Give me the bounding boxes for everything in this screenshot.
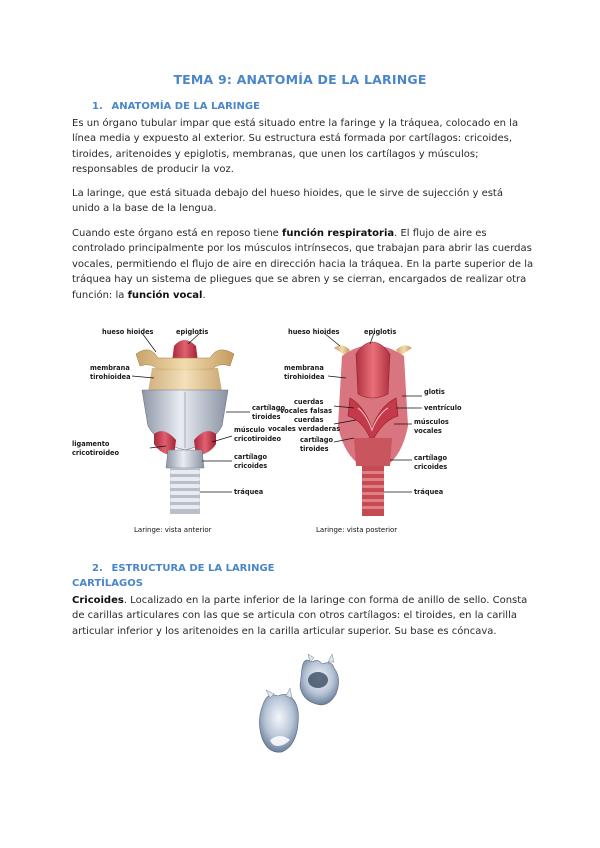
label-ligamento-anterior: ligamento xyxy=(72,440,110,448)
page-title: TEMA 9: ANATOMÍA DE LA LARINGE xyxy=(173,72,427,87)
label-musculo-anterior: músculo xyxy=(234,426,265,434)
p3-text-c: . xyxy=(202,289,206,301)
posterior-cricoid-shape xyxy=(354,438,392,466)
anterior-view xyxy=(72,328,285,534)
section-2-paragraph-1 xyxy=(72,593,534,639)
label-glotis: glotis xyxy=(424,388,445,396)
section-2-number: 2. xyxy=(92,563,103,574)
label-cricoides-anterior: cricoides xyxy=(234,462,268,470)
label-vocales-falsas: vocales falsas xyxy=(280,407,333,415)
label-cuerdas-verdaderas: cuerdas xyxy=(294,416,324,424)
label-tirohioidea-posterior: tirohioidea xyxy=(284,373,325,381)
cricoides-bold: Cricoides xyxy=(72,595,124,606)
p3-bold-respiratoria: función respiratoria xyxy=(282,228,395,239)
section-1-heading xyxy=(92,101,260,112)
label-cartilago-cricoides-anterior: cartílago xyxy=(234,453,267,461)
label-membrana-posterior: membrana xyxy=(284,364,324,372)
label-tiroides-anterior: tiroides xyxy=(252,413,281,421)
p3-text-a: Cuando este órgano está en reposo tiene xyxy=(72,228,283,239)
larynx-figure xyxy=(72,316,474,548)
caption-anterior: Laringe: vista anterior xyxy=(134,526,212,534)
label-hueso-hioides-posterior: hueso hioides xyxy=(288,328,340,336)
cricoid-figure xyxy=(250,650,350,758)
label-musculos-vocales: músculos xyxy=(414,418,449,426)
label-epiglotis-posterior: epiglotis xyxy=(364,328,397,336)
label-cartilago-tiroides-anterior: cartílago xyxy=(252,404,285,412)
label-cartilago-cricoides-posterior: cartílago xyxy=(414,454,447,462)
section-1-paragraph-2: La laringe, que está situada debajo del hueso hioides, que le sirve de sujección y está unido a la base de la lengua. xyxy=(72,188,503,215)
larynx-illustration xyxy=(72,316,474,548)
label-traquea-anterior: tráquea xyxy=(234,488,264,496)
caption-posterior: Laringe: vista posterior xyxy=(316,526,398,534)
section-2-heading xyxy=(92,563,275,574)
label-tiroides-posterior: tiroides xyxy=(300,445,329,453)
label-cricoides-posterior: cricoides xyxy=(414,463,448,471)
section-2-title: ESTRUCTURA DE LA LARINGE xyxy=(111,563,275,574)
section-1-number: 1. xyxy=(92,101,103,112)
label-vocales-musc: vocales xyxy=(414,427,442,435)
anterior-membrane-shape xyxy=(148,368,222,392)
section-1-title: ANATOMÍA DE LA LARINGE xyxy=(111,101,260,112)
label-tirohioidea-anterior: tirohioidea xyxy=(90,373,131,381)
label-ventriculo: ventrículo xyxy=(424,404,462,412)
label-hueso-hioides-anterior: hueso hioides xyxy=(102,328,154,336)
label-cuerdas-falsas: cuerdas xyxy=(294,398,324,406)
section-1-paragraph-1: Es un órgano tubular impar que está situado entre la faringe y la tráquea, colocado en la línea media y expuesto al exterior. Su estructura está formada por cartílagos: cricoides, tiroides, aritenoides y epiglotis, membranas, que unen los cartílagos y músculos; responsables de producir la voz. xyxy=(72,118,519,176)
label-membrana-anterior: membrana xyxy=(90,364,130,372)
cricoid-illustration xyxy=(250,650,350,758)
cricoid-ring-bottom xyxy=(259,688,298,752)
cricoid-ring-top xyxy=(300,654,339,705)
label-traquea-posterior: tráquea xyxy=(414,488,444,496)
p3-bold-vocal: función vocal xyxy=(127,289,203,301)
label-cartilago-tiroides-posterior: cartílago xyxy=(300,436,333,444)
posterior-epiglottis-shape xyxy=(356,342,390,398)
posterior-view xyxy=(268,328,462,534)
anterior-cricoid-shape xyxy=(166,450,204,468)
section-1-paragraph-3 xyxy=(72,226,534,303)
label-vocales-verdaderas: vocales verdaderas xyxy=(268,425,341,433)
label-epiglotis-anterior: epiglotis xyxy=(176,328,209,336)
subsection-cartilagos: CARTÍLAGOS xyxy=(72,578,143,589)
cricoides-text: . Localizado en la parte inferior de la laringe con forma de anillo de sello. Consta de carillas articulares con las que se articula con otros cartílagos: el tiroides, en la carilla articular inferior y los aritenoides en la carilla articular superior. Su base es cóncava. xyxy=(72,595,528,637)
anterior-trachea-shape xyxy=(170,468,200,514)
label-cricotiroideo-lig-anterior: cricotiroideo xyxy=(72,449,120,457)
posterior-trachea-shape xyxy=(362,466,384,516)
label-cricotiroideo-musc-anterior: cricotiroideo xyxy=(234,435,282,443)
p3-text-b: . El flujo de aire es controlado principalmente por los músculos intrínsecos, que trabajan para abrir las cuerdas vocales, permitiendo el flujo de aire en dirección hacia la tráquea. En la parte superior de la tráquea hay un sistema de pliegues que se abren y se cierran, encargados de realizar otra función: la xyxy=(72,228,534,301)
